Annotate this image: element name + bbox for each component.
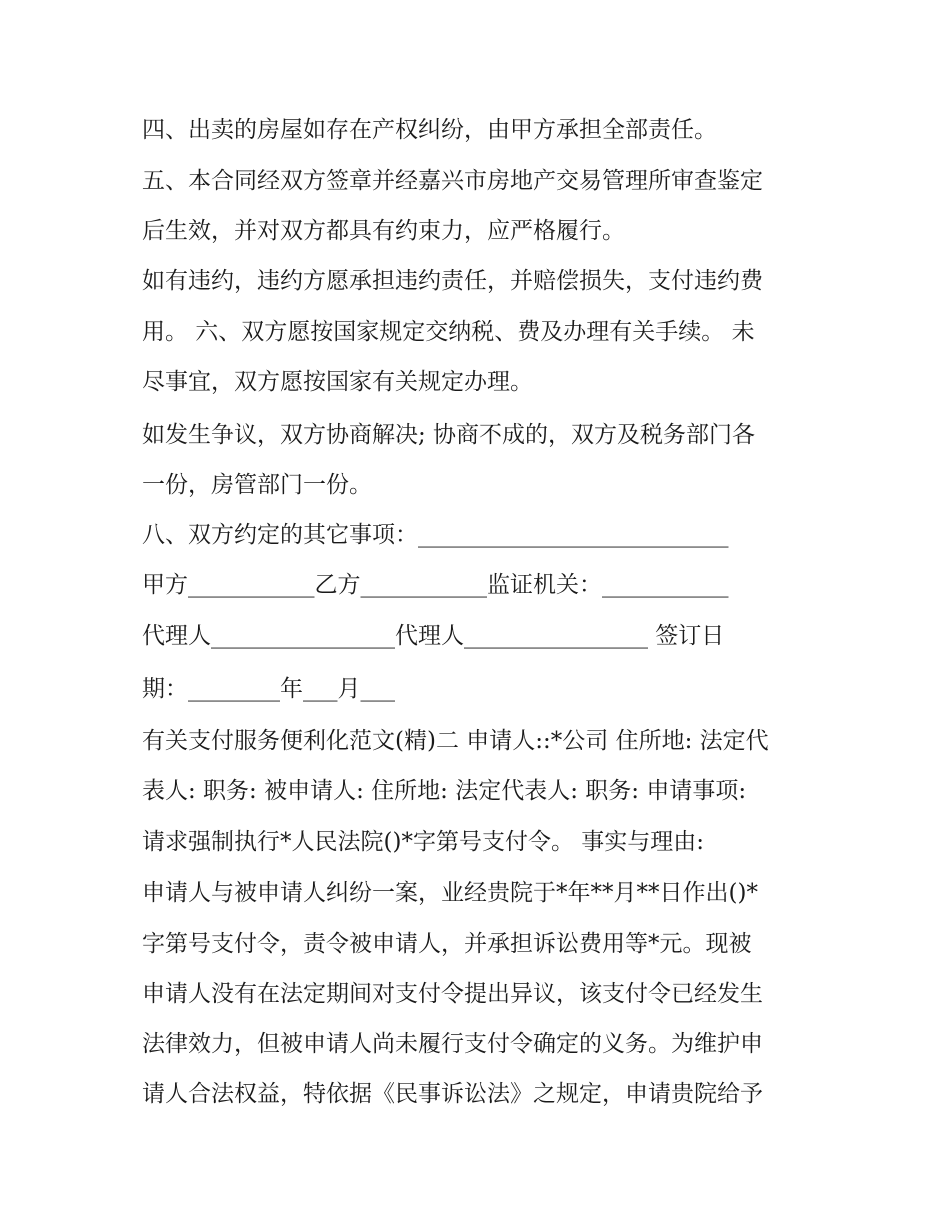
text-line: 请人合法权益，特依据《民事诉讼法》之规定，申请贵院给予 xyxy=(142,1081,763,1107)
signature-line: 代理人________________代理人________________ 签订日 xyxy=(142,623,725,649)
text-line: 五、本合同经双方签章并经嘉兴市房地产交易管理所审查鉴定 xyxy=(142,168,763,194)
text-line: 四、出卖的房屋如存在产权纠纷，由甲方承担全部责任。 xyxy=(142,117,717,143)
text-line: 申请人没有在法定期间对支付令提出异议，该支付令已经发生 xyxy=(142,981,763,1007)
text-line: 表人: 职务: 被申请人: 住所地: 法定代表人: 职务: 申请事项: xyxy=(142,778,747,804)
text-line: 一份，房管部门一份。 xyxy=(142,472,372,498)
text-line: 后生效，并对双方都具有约束力，应严格履行。 xyxy=(142,218,625,244)
text-line: 尽事宜，双方愿按国家有关规定办理。 xyxy=(142,369,533,395)
date-line: 期：________年___月___ xyxy=(142,676,395,702)
blank-field-line: 八、双方约定的其它事项：___________________________ xyxy=(142,522,729,548)
text-line: 申请人与被申请人纠纷一案，业经贵院于*年**月**日作出()* xyxy=(142,880,758,906)
text-line: 用。 六、双方愿按国家规定交纳税、费及办理有关手续。 未 xyxy=(142,319,755,345)
text-line: 法律效力，但被申请人尚未履行支付令确定的义务。为维护申 xyxy=(142,1031,763,1057)
text-line: 如发生争议，双方协商解决; 协商不成的，双方及税务部门各 xyxy=(142,422,756,448)
text-line: 有关支付服务便利化范文(精)二 申请人::*公司 住所地: 法定代 xyxy=(142,728,769,754)
signature-line: 甲方___________乙方___________监证机关：___________ xyxy=(142,572,729,598)
text-line: 字第号支付令，责令被申请人，并承担诉讼费用等*元。现被 xyxy=(142,931,752,957)
text-line: 请求强制执行*人民法院()*字第号支付令。 事实与理由: xyxy=(142,829,705,855)
text-line: 如有违约，违约方愿承担违约责任，并赔偿损失，支付违约费 xyxy=(142,268,763,294)
